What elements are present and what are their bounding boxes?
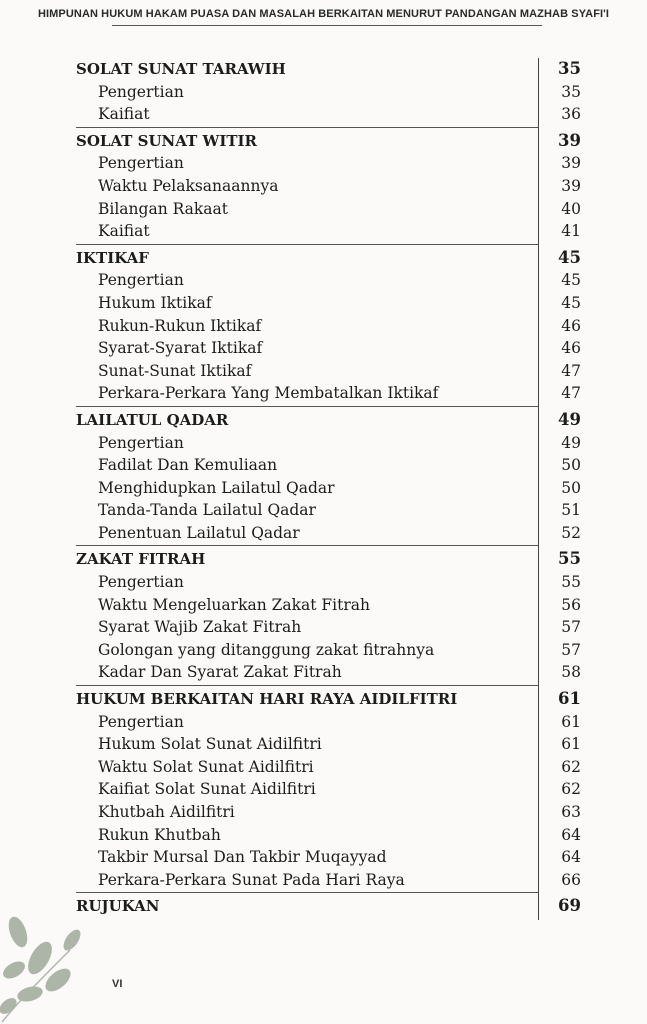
toc-entry-page: 64 <box>561 848 581 867</box>
toc-entry <box>76 292 581 315</box>
toc-entry-page: 52 <box>561 523 581 542</box>
toc-section-heading <box>76 688 581 711</box>
toc-entry <box>76 337 581 360</box>
toc-entry <box>76 432 581 455</box>
toc-entry-page: 46 <box>561 339 581 358</box>
toc-entry-page: 51 <box>561 501 581 520</box>
toc-section-title: RUJUKAN <box>76 897 160 916</box>
toc-section-heading <box>76 247 581 270</box>
toc-entry-title: Kaifiat Solat Sunat Aidilfitri <box>98 780 316 799</box>
toc-entry <box>76 477 581 500</box>
header-rule <box>112 25 542 26</box>
running-header: HIMPUNAN HUKUM HAKAM PUASA DAN MASALAH BERKAITAN MENURUT PANDANGAN MAZHAB SYAFI'I <box>37 8 610 20</box>
toc-entry <box>76 81 581 104</box>
toc-entry <box>76 778 581 801</box>
toc-entry-page: 56 <box>561 595 581 614</box>
toc-entry-title: Kadar Dan Syarat Zakat Fitrah <box>98 663 342 682</box>
toc-entry <box>76 846 581 869</box>
toc-entry-title: Takbir Mursal Dan Takbir Muqayyad <box>98 848 387 867</box>
toc-section-heading <box>76 58 581 81</box>
toc-entry-title: Kaifiat <box>98 222 150 241</box>
toc-entry-title: Golongan yang ditanggung zakat fitrahnya <box>98 640 435 659</box>
toc-entry <box>76 756 581 779</box>
toc-entry <box>76 220 581 243</box>
toc-section-title: SOLAT SUNAT WITIR <box>76 131 257 150</box>
toc-entry-page: 57 <box>561 640 581 659</box>
toc-entry-page: 35 <box>561 82 581 101</box>
toc-entry-page: 39 <box>561 176 581 195</box>
toc-entry-title: Pengertian <box>98 573 184 592</box>
toc-entry-title: Waktu Pelaksanaannya <box>98 176 279 195</box>
toc-entry-page: 61 <box>561 735 581 754</box>
toc-entry-title: Hukum Iktikaf <box>98 293 212 312</box>
toc-entry <box>76 175 581 198</box>
toc-entry <box>76 382 581 405</box>
toc-entry-page: 61 <box>561 712 581 731</box>
toc-entry <box>76 661 581 684</box>
toc-entry-title: Sunat-Sunat Iktikaf <box>98 361 252 380</box>
toc-section-heading <box>76 895 581 918</box>
toc-entry-title: Rukun Khutbah <box>98 825 221 844</box>
toc-entry <box>76 454 581 477</box>
toc-entry-page: 49 <box>561 433 581 452</box>
toc-entry-title: Menghidupkan Lailatul Qadar <box>98 478 335 497</box>
toc-entry-page: 50 <box>561 456 581 475</box>
table-of-contents <box>76 58 581 918</box>
toc-section-title: HUKUM BERKAITAN HARI RAYA AIDILFITRI <box>76 690 458 709</box>
toc-entry-title: Syarat Wajib Zakat Fitrah <box>98 618 302 637</box>
toc-section-title: IKTIKAF <box>76 248 149 267</box>
toc-entry <box>76 103 581 126</box>
folio-page-number: VI <box>112 978 123 990</box>
toc-entry-title: Bilangan Rakaat <box>98 199 228 218</box>
toc-entry <box>76 594 581 617</box>
toc-entry <box>76 315 581 338</box>
toc-entry-page: 62 <box>561 780 581 799</box>
toc-entry-title: Perkara-Perkara Yang Membatalkan Iktikaf <box>98 384 439 403</box>
toc-entry-page: 62 <box>561 757 581 776</box>
toc-entry-page: 63 <box>561 803 581 821</box>
toc-entry <box>76 499 581 522</box>
toc-entry <box>76 733 581 756</box>
toc-section-heading <box>76 548 581 571</box>
toc-section-page: 61 <box>558 689 581 709</box>
toc-entry-title: Perkara-Perkara Sunat Pada Hari Raya <box>98 870 405 889</box>
toc-entry-title: Khutbah Aidilfitri <box>98 803 235 821</box>
toc-entry-page: 64 <box>561 825 581 844</box>
toc-entry-title: Waktu Solat Sunat Aidilfitri <box>98 757 314 776</box>
toc-section-page: 45 <box>558 247 581 267</box>
toc-entry <box>76 571 581 594</box>
toc-entry-page: 45 <box>561 293 581 312</box>
toc-entry-title: Tanda-Tanda Lailatul Qadar <box>98 501 316 520</box>
toc-entry-title: Hukum Solat Sunat Aidilfitri <box>98 735 322 754</box>
toc-entry-page: 47 <box>561 361 581 380</box>
toc-entry <box>76 616 581 639</box>
toc-entry-title: Pengertian <box>98 82 184 101</box>
toc-entry-title: Pengertian <box>98 154 184 173</box>
toc-section-heading <box>76 409 581 432</box>
toc-entry-page: 57 <box>561 618 581 637</box>
toc-entry <box>76 639 581 662</box>
toc-entry <box>76 522 581 545</box>
toc-entry-title: Waktu Mengeluarkan Zakat Fitrah <box>98 595 370 614</box>
toc-section-page: 39 <box>558 130 581 150</box>
toc-entry <box>76 360 581 383</box>
toc-entry <box>76 152 581 175</box>
toc-entry-page: 47 <box>561 384 581 403</box>
toc-entry-page: 40 <box>561 199 581 218</box>
toc-entry-title: Syarat-Syarat Iktikaf <box>98 339 263 358</box>
toc-entry-page: 55 <box>561 573 581 592</box>
toc-section-heading <box>76 130 581 153</box>
toc-entry-page: 66 <box>561 870 581 889</box>
toc-entry <box>76 269 581 292</box>
toc-section-title: ZAKAT FITRAH <box>76 550 206 569</box>
toc-section-page: 69 <box>558 896 581 916</box>
toc-entry-title: Penentuan Lailatul Qadar <box>98 523 300 542</box>
toc-section-title: LAILATUL QADAR <box>76 410 229 429</box>
toc-entry-page: 39 <box>561 154 581 173</box>
toc-entry-title: Fadilat Dan Kemuliaan <box>98 456 278 475</box>
toc-entry <box>76 198 581 221</box>
toc-entry <box>76 824 581 847</box>
toc-entry-page: 41 <box>561 222 581 241</box>
toc-entry <box>76 711 581 734</box>
toc-section-page: 55 <box>558 549 581 569</box>
toc-entry-page: 36 <box>561 105 581 124</box>
toc-entry-page: 50 <box>561 478 581 497</box>
toc-entry <box>76 801 581 824</box>
toc-entry-title: Kaifiat <box>98 105 150 124</box>
toc-entry-page: 45 <box>561 271 581 290</box>
toc-entry-title: Pengertian <box>98 712 184 731</box>
toc-entry <box>76 869 581 892</box>
toc-entry-page: 46 <box>561 316 581 335</box>
leaf-sprig-icon <box>0 910 110 1024</box>
toc-entry-page: 58 <box>561 663 581 682</box>
toc-entry-title: Rukun-Rukun Iktikaf <box>98 316 262 335</box>
toc-section-page: 49 <box>558 409 581 429</box>
toc-entry-title: Pengertian <box>98 433 184 452</box>
toc-section-page: 35 <box>558 59 581 78</box>
toc-section-title: SOLAT SUNAT TARAWIH <box>76 60 286 78</box>
toc-entry-title: Pengertian <box>98 271 184 290</box>
